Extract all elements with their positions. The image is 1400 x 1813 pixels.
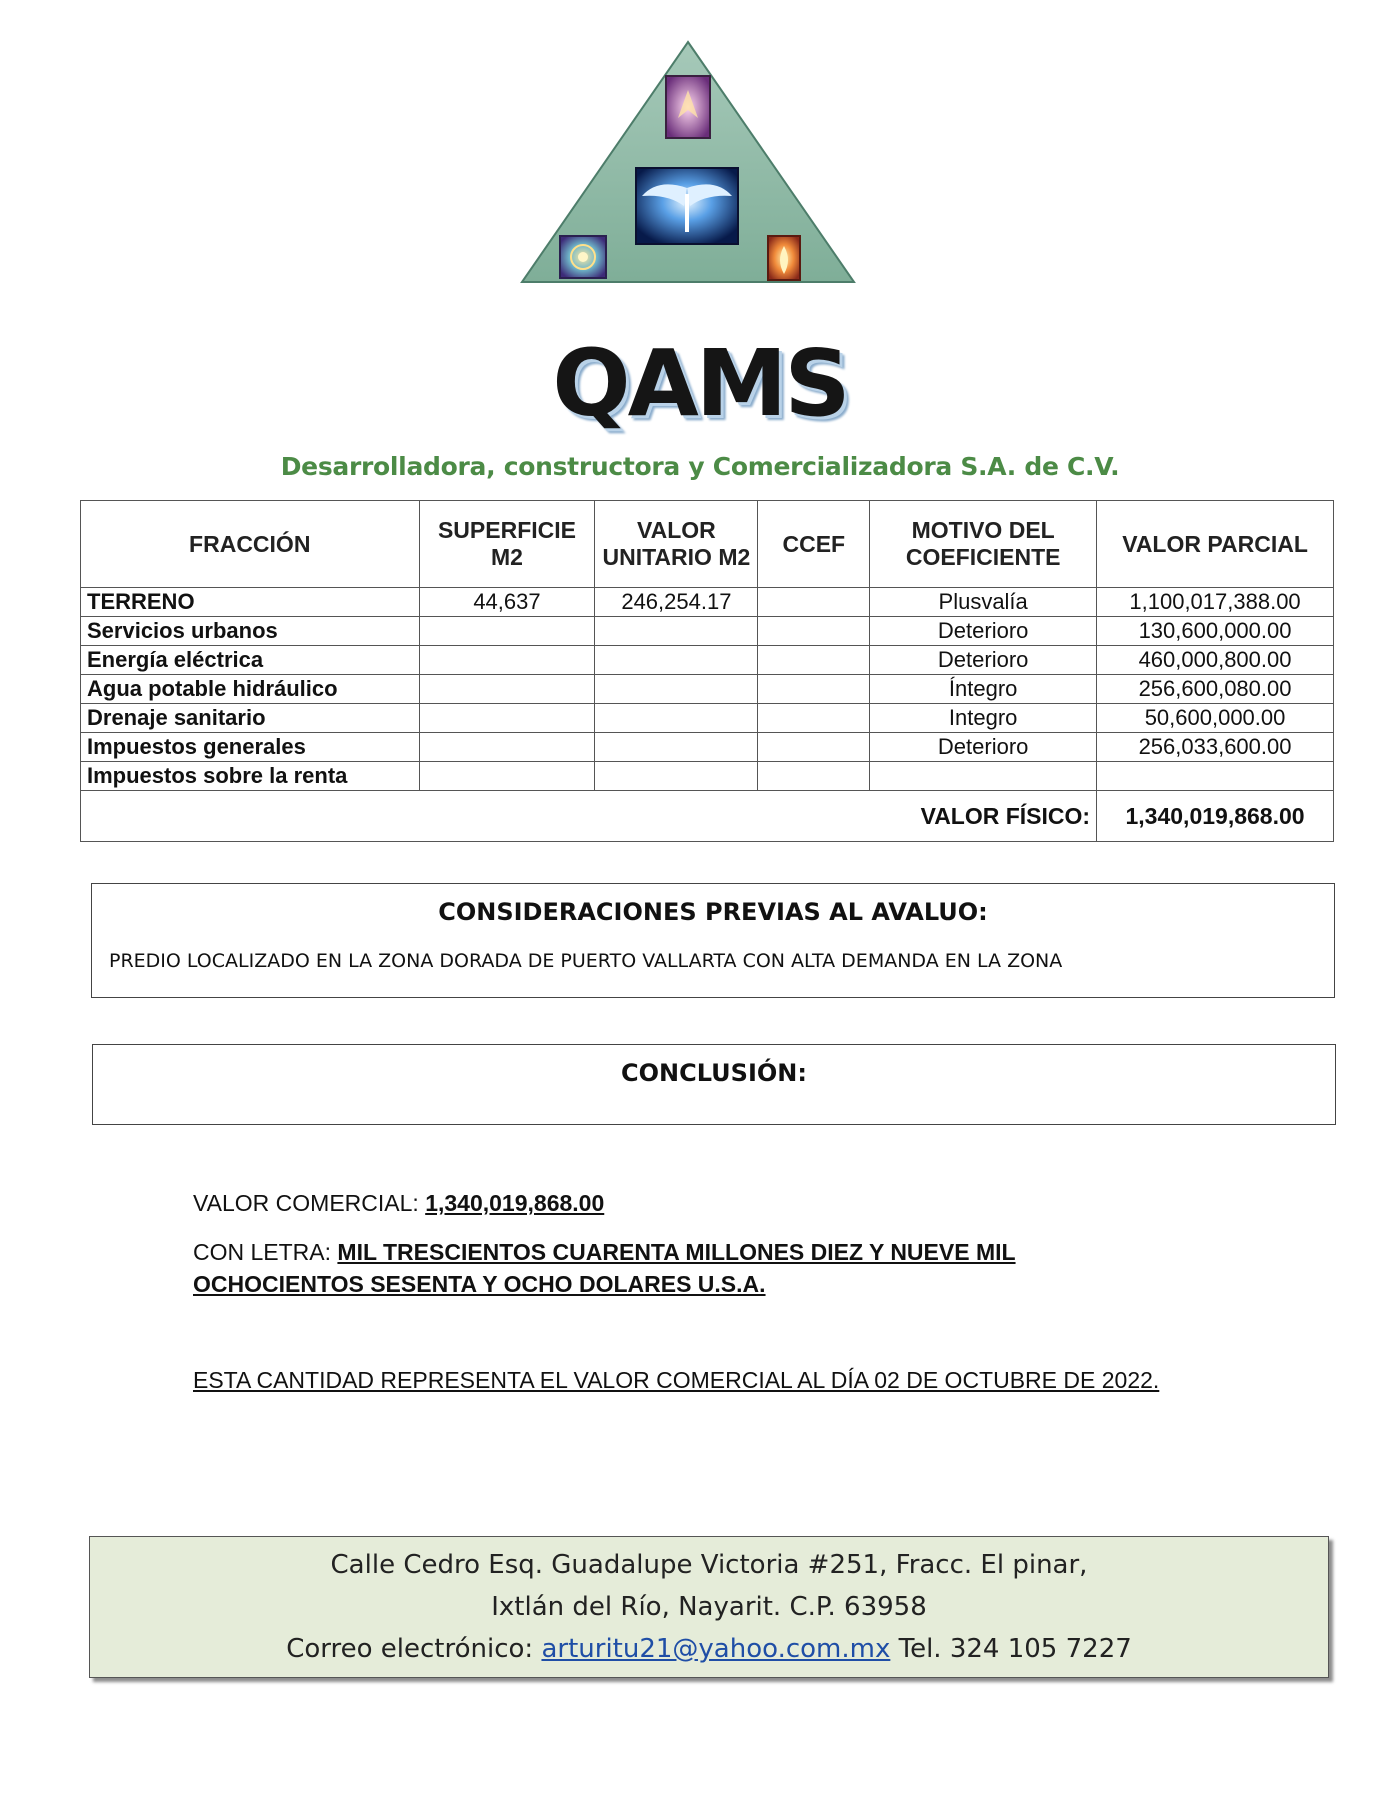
conclusion-box	[92, 1044, 1336, 1125]
address-line-2: Ixtlán del Río, Nayarit. C.P. 63958	[491, 1592, 927, 1622]
contact-footer	[89, 1536, 1329, 1678]
header-valor-unitario: VALOR UNITARIO M2	[595, 501, 758, 588]
table-row	[81, 588, 1334, 617]
cell-superficie	[419, 675, 595, 704]
cell-valor-parcial: 130,600,000.00	[1097, 617, 1334, 646]
con-letra-line	[193, 1236, 1123, 1300]
considerations-body: PREDIO LOCALIZADO EN LA ZONA DORADA DE PUERTO VALLARTA CON ALTA DEMANDA EN LA ZONA	[109, 950, 1063, 972]
total-row	[81, 791, 1334, 842]
header-valor-parcial: VALOR PARCIAL	[1097, 501, 1334, 588]
cell-superficie	[419, 704, 595, 733]
cell-valor-parcial: 50,600,000.00	[1097, 704, 1334, 733]
cell-superficie: 44,637	[419, 588, 595, 617]
valor-comercial-line	[193, 1187, 604, 1219]
company-subtitle: Desarrolladora, constructora y Comercializadora S.A. de C.V.	[280, 452, 1120, 481]
cell-fraccion: Servicios urbanos	[81, 617, 420, 646]
cell-valor-unitario	[595, 704, 758, 733]
cell-ccef	[758, 704, 870, 733]
valuation-table	[80, 500, 1334, 842]
cell-valor-parcial: 256,600,080.00	[1097, 675, 1334, 704]
email-label: Correo electrónico:	[286, 1634, 542, 1664]
table-row	[81, 704, 1334, 733]
angel-card-icon	[666, 76, 710, 138]
header-ccef: CCEF	[758, 501, 870, 588]
cell-ccef	[758, 733, 870, 762]
cell-valor-unitario	[595, 762, 758, 791]
cell-superficie	[419, 762, 595, 791]
cell-fraccion: Agua potable hidráulico	[81, 675, 420, 704]
cell-fraccion: Drenaje sanitario	[81, 704, 420, 733]
cell-superficie	[419, 646, 595, 675]
table-row	[81, 646, 1334, 675]
header-motivo: MOTIVO DEL COEFICIENTE	[870, 501, 1097, 588]
table-header-row	[81, 501, 1334, 588]
table-row	[81, 762, 1334, 791]
header-superficie: SUPERFICIE M2	[419, 501, 595, 588]
cell-valor-parcial	[1097, 762, 1334, 791]
cell-ccef	[758, 646, 870, 675]
contact-line	[90, 1628, 1328, 1670]
con-letra-label: CON LETRA:	[193, 1239, 338, 1265]
cell-motivo: Deterioro	[870, 646, 1097, 675]
valor-comercial-value: 1,340,019,868.00	[425, 1190, 605, 1216]
valuation-statement: ESTA CANTIDAD REPRESENTA EL VALOR COMERCIAL AL DÍA 02 DE OCTUBRE DE 2022.	[193, 1367, 1160, 1393]
address-line-1: Calle Cedro Esq. Guadalupe Victoria #251, Fracc. El pinar,	[330, 1550, 1088, 1580]
cell-motivo: Deterioro	[870, 733, 1097, 762]
considerations-box	[91, 883, 1335, 998]
cell-valor-unitario	[595, 646, 758, 675]
cell-valor-unitario: 246,254.17	[595, 588, 758, 617]
table-row	[81, 733, 1334, 762]
cell-ccef	[758, 762, 870, 791]
cell-ccef	[758, 588, 870, 617]
mandala-icon	[560, 236, 606, 278]
cell-ccef	[758, 675, 870, 704]
con-letra-value: MIL TRESCIENTOS CUARENTA MILLONES DIEZ Y NUEVE MIL OCHOCIENTOS SESENTA Y OCHO DOLARES U.S.A.	[193, 1239, 1016, 1297]
phone-text: Tel. 324 105 7227	[890, 1634, 1132, 1664]
cell-valor-unitario	[595, 733, 758, 762]
triangle-logo	[518, 38, 858, 286]
cell-motivo	[870, 762, 1097, 791]
cell-ccef	[758, 617, 870, 646]
cell-valor-parcial: 460,000,800.00	[1097, 646, 1334, 675]
cell-motivo: Integro	[870, 704, 1097, 733]
cell-superficie	[419, 733, 595, 762]
conclusion-title: CONCLUSIÓN:	[621, 1059, 807, 1087]
considerations-title: CONSIDERACIONES PREVIAS AL AVALUO:	[438, 898, 988, 926]
total-value: 1,340,019,868.00	[1097, 791, 1334, 842]
cell-motivo: Deterioro	[870, 617, 1097, 646]
header-fraccion: FRACCIÓN	[81, 501, 420, 588]
flame-angel-icon	[768, 236, 800, 280]
table-row	[81, 675, 1334, 704]
cell-valor-unitario	[595, 675, 758, 704]
brand-name: QAMS	[552, 330, 848, 437]
cell-motivo: Íntegro	[870, 675, 1097, 704]
cell-motivo: Plusvalía	[870, 588, 1097, 617]
cell-superficie	[419, 617, 595, 646]
email-link[interactable]: arturitu21@yahoo.com.mx	[541, 1634, 891, 1664]
cell-fraccion: Impuestos sobre la renta	[81, 762, 420, 791]
valor-comercial-label: VALOR COMERCIAL:	[193, 1190, 426, 1216]
cell-valor-unitario	[595, 617, 758, 646]
table-row	[81, 617, 1334, 646]
total-label: VALOR FÍSICO:	[81, 791, 1097, 842]
cell-fraccion: Impuestos generales	[81, 733, 420, 762]
cell-valor-parcial: 1,100,017,388.00	[1097, 588, 1334, 617]
winged-angel-icon	[636, 168, 738, 244]
cell-fraccion: Energía eléctrica	[81, 646, 420, 675]
cell-valor-parcial: 256,033,600.00	[1097, 733, 1334, 762]
cell-fraccion: TERRENO	[81, 588, 420, 617]
